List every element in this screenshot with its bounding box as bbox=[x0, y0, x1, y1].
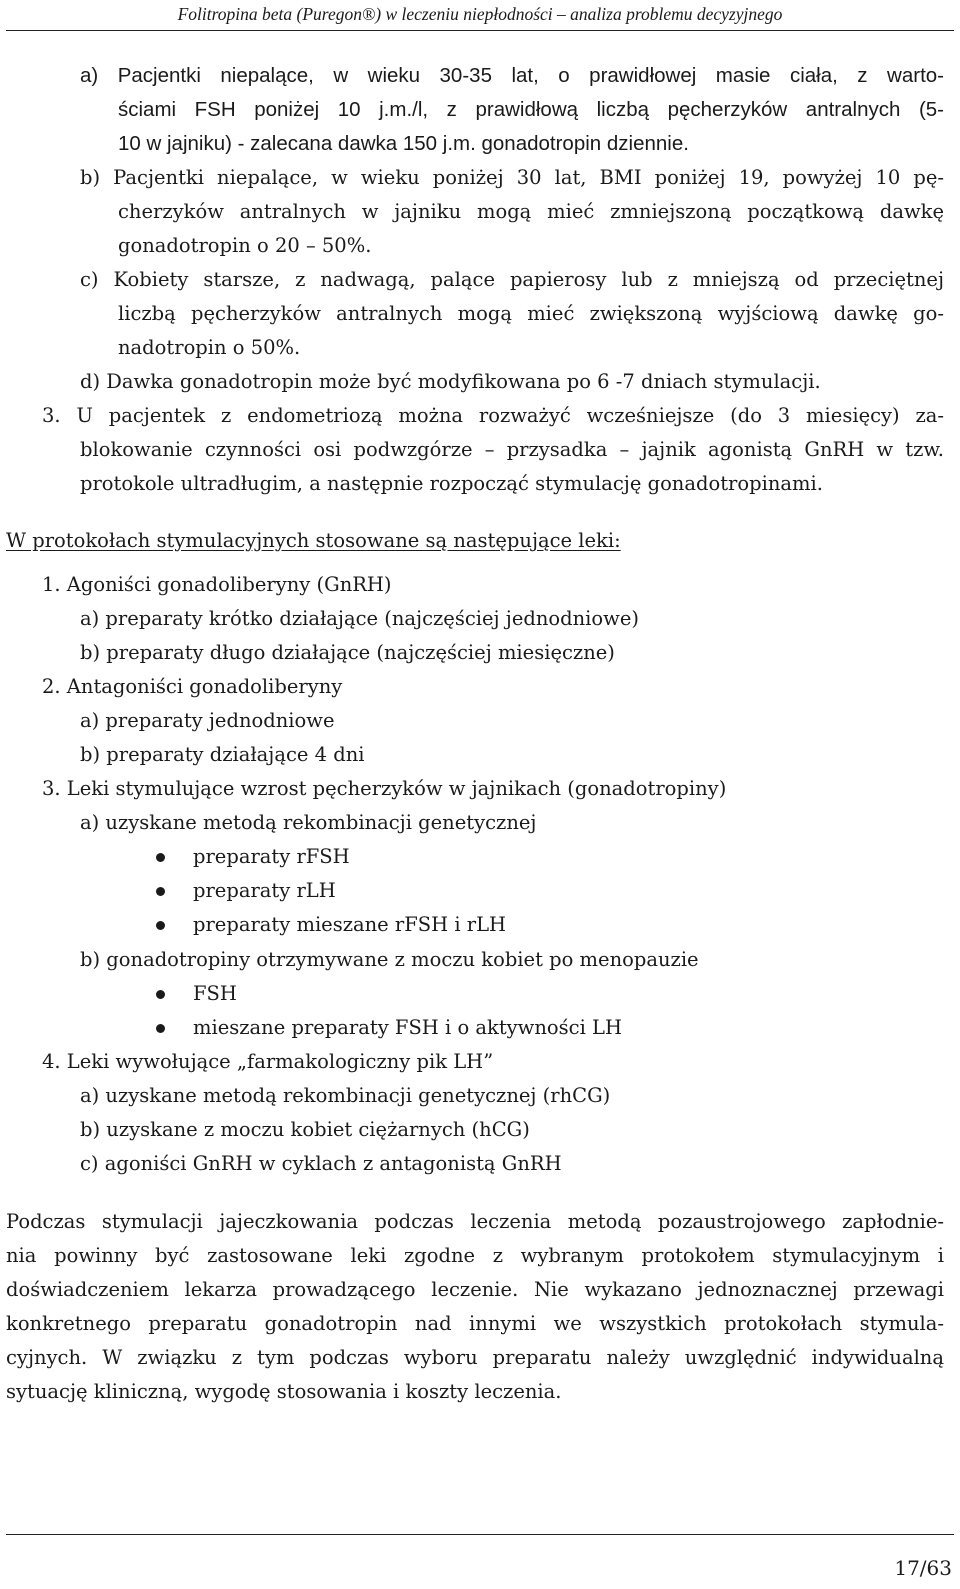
text-line: 2. Antagoniści gonadoliberyny bbox=[42, 675, 343, 698]
text-line: b) gonadotropiny otrzymywane z moczu kobiet po menopauzie bbox=[80, 948, 699, 971]
text-line: d) Dawka gonadotropin może być modyfikowana po 6 -7 dniach stymulacji. bbox=[80, 370, 821, 393]
text-line: cherzyków antralnych w jajniku mogą mieć zmniejszoną początkową dawkę bbox=[118, 200, 944, 223]
text-line: nia powinny być zastosowane leki zgodne z wybranym protokołem stymulacyjnym i bbox=[6, 1244, 944, 1267]
text-line: 1. Agoniści gonadoliberyny (GnRH) bbox=[42, 573, 392, 596]
bullet-icon bbox=[156, 1024, 165, 1033]
text-line: nadotropin o 50%. bbox=[118, 336, 301, 359]
text-line: a) preparaty krótko działające (najczęściej jednodniowe) bbox=[80, 607, 639, 630]
bullet-icon bbox=[156, 853, 165, 862]
bullet-item-text: mieszane preparaty FSH i o aktywności LH bbox=[193, 1016, 622, 1039]
text-line: cyjnych. W związku z tym podczas wyboru preparatu należy uwzględnić indywidualną bbox=[6, 1346, 944, 1369]
footer-rule bbox=[6, 1534, 954, 1535]
text-line: blokowanie czynności osi podwzgórze – przysadka – jajnik agonistą GnRH w tzw. bbox=[80, 438, 944, 461]
text-line: a) uzyskane metodą rekombinacji genetycznej bbox=[80, 811, 537, 834]
bullet-icon bbox=[156, 990, 165, 999]
text-line: doświadczeniem lekarza prowadzącego leczenie. Nie wykazano jednoznacznej przewagi bbox=[6, 1278, 944, 1301]
running-header: Folitropina beta (Puregon®) w leczeniu niepłodności – analiza problemu decyzyjnego bbox=[177, 4, 783, 24]
text-line: 10 w jajniku) - zalecana dawka 150 j.m. gonadotropin dziennie. bbox=[118, 132, 689, 155]
text-line: ściami FSH poniżej 10 j.m./l, z prawidłową liczbą pęcherzyków antralnych (5- bbox=[118, 98, 944, 121]
page-number: 17/63 bbox=[894, 1556, 952, 1580]
text-line: b) uzyskane z moczu kobiet ciężarnych (hCG) bbox=[80, 1118, 530, 1141]
text-line: 3. U pacjentek z endometriozą można rozważyć wcześniejsze (do 3 miesięcy) za- bbox=[42, 404, 944, 427]
text-line: 4. Leki wywołujące „farmakologiczny pik LH” bbox=[42, 1050, 494, 1073]
text-line: protokole ultradługim, a następnie rozpocząć stymulację gonadotropinami. bbox=[80, 472, 823, 495]
text-line: sytuację kliniczną, wygodę stosowania i koszty leczenia. bbox=[6, 1380, 562, 1403]
bullet-item-text: preparaty rFSH bbox=[193, 845, 350, 868]
text-line: a) preparaty jednodniowe bbox=[80, 709, 335, 732]
text-line: b) preparaty działające 4 dni bbox=[80, 743, 365, 766]
text-line: c) agoniści GnRH w cyklach z antagonistą GnRH bbox=[80, 1152, 562, 1175]
text-line: b) Pacjentki niepalące, w wieku poniżej 30 lat, BMI poniżej 19, powyżej 10 pę- bbox=[80, 166, 944, 189]
section-heading: W protokołach stymulacyjnych stosowane są następujące leki: bbox=[6, 529, 621, 552]
text-line: 3. Leki stymulujące wzrost pęcherzyków w jajnikach (gonadotropiny) bbox=[42, 777, 727, 800]
text-line: a) uzyskane metodą rekombinacji genetycznej (rhCG) bbox=[80, 1084, 611, 1107]
text-line: liczbą pęcherzyków antralnych mogą mieć zwiększoną wyjściową dawkę go- bbox=[118, 302, 944, 325]
text-line: konkretnego preparatu gonadotropin nad innymi we wszystkich protokołach stymula- bbox=[6, 1312, 944, 1335]
text-line: c) Kobiety starsze, z nadwagą, palące papierosy lub z mniejszą od przeciętnej bbox=[80, 268, 944, 291]
text-line: gonadotropin o 20 – 50%. bbox=[118, 234, 372, 257]
bullet-icon bbox=[156, 921, 165, 930]
bullet-icon bbox=[156, 887, 165, 896]
bullet-item-text: preparaty mieszane rFSH i rLH bbox=[193, 913, 507, 936]
text-line: Podczas stymulacji jajeczkowania podczas leczenia metodą pozaustrojowego zapłodnie- bbox=[6, 1210, 944, 1233]
bullet-item-text: preparaty rLH bbox=[193, 879, 336, 902]
text-line: a) Pacjentki niepalące, w wieku 30-35 lat, o prawidłowej masie ciała, z warto- bbox=[80, 64, 944, 87]
header-rule bbox=[6, 30, 954, 31]
bullet-item-text: FSH bbox=[193, 982, 237, 1005]
text-line: b) preparaty długo działające (najczęściej miesięczne) bbox=[80, 641, 615, 664]
